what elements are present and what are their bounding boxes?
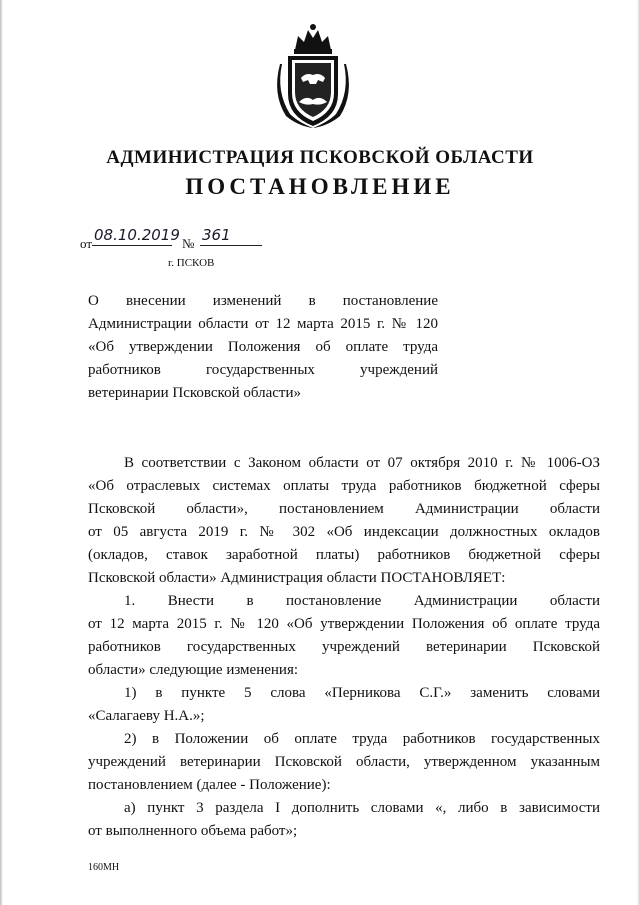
body-line: 1. Внести в постановление Администрации области — [124, 593, 600, 609]
body-line: «Салагаеву Н.А.»; — [88, 708, 205, 724]
number-underline — [200, 245, 262, 246]
body-line: 1) в пункте 5 слова «Перникова С.Г.» заменить словами — [124, 685, 600, 701]
body-line: области» следующие изменения: — [88, 662, 299, 678]
scan-edge-left — [0, 0, 3, 905]
body-line: Псковской области», постановлением Администрации области — [88, 501, 600, 517]
handwritten-date: 08.10.2019 — [94, 226, 180, 244]
body-line: от 12 марта 2015 г. № 120 «Об утверждении Положения об оплате труда — [88, 616, 600, 632]
body-line: постановлением (далее - Положение): — [88, 777, 331, 793]
subject-line: работников государственных учреждений — [88, 362, 438, 378]
body-line: от выполненного объема работ»; — [88, 823, 298, 839]
body-line: «Об отраслевых системах оплаты труда работников бюджетной сферы — [88, 478, 600, 494]
document-subject — [88, 290, 438, 405]
subject-line: «Об утверждении Положения об оплате труда — [88, 339, 438, 355]
subject-line: Администрации области от 12 марта 2015 г. № 120 — [88, 316, 438, 332]
city-label: г. ПСКОВ — [168, 257, 215, 269]
date-prefix-label: от — [80, 236, 93, 251]
body-line: (окладов, ставок заработной платы) работников бюджетной сферы — [88, 547, 600, 563]
number-label: № — [182, 236, 195, 251]
document-body — [88, 452, 600, 843]
body-line: а) пункт 3 раздела I дополнить словами «, либо в зависимости — [124, 800, 600, 816]
date-underline — [92, 245, 172, 246]
doc-type-title: ПОСТАНОВЛЕНИЕ — [185, 174, 455, 199]
org-title: АДМИНИСТРАЦИЯ ПСКОВСКОЙ ОБЛАСТИ — [106, 147, 534, 168]
date-number-line — [80, 226, 280, 250]
pskov-oblast-coat-of-arms-icon — [268, 22, 358, 132]
body-line: от 05 августа 2019 г. № 302 «Об индексации должностных окладов — [88, 524, 600, 540]
body-line: учреждений ветеринарии Псковской области, утвержденном указанным — [88, 754, 600, 770]
subject-line: ветеринарии Псковской области» — [88, 385, 301, 401]
subject-line: О внесении изменений в постановление — [88, 293, 438, 309]
handwritten-number: 361 — [202, 226, 231, 244]
body-line: 2) в Положении об оплате труда работников государственных — [124, 731, 600, 747]
body-line: В соответствии с Законом области от 07 октября 2010 г. № 1006-ОЗ — [124, 455, 600, 471]
body-line: работников государственных учреждений ветеринарии Псковской — [88, 639, 600, 655]
body-line: Псковской области» Администрация области ПОСТАНОВЛЯЕТ: — [88, 570, 506, 586]
footer-code: 160МН — [88, 862, 120, 873]
